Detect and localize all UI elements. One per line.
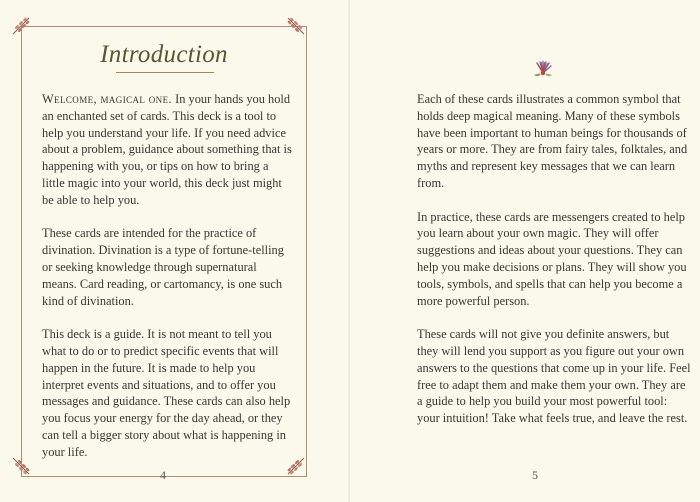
leaf-sprig-icon [10,455,32,477]
page-title: Introduction [100,41,228,68]
floral-ornament-icon [529,59,557,79]
page-number: 5 [532,468,538,482]
right-body-text [417,91,691,444]
page-number: 4 [160,468,166,482]
lead-in: Welcome, magical one. [42,92,172,106]
frame-top-border [21,26,307,27]
frame-left-border [21,26,22,477]
leaf-sprig-icon [10,15,32,37]
paragraph: Each of these cards illustrates a common symbol that holds deep magical meaning. Many of these symbols have been important to human beings for thousands of years or more. They are from fairy tales, folktales, and myths and represent key messages that we can learn from. [417,92,688,190]
title-underline [116,72,214,73]
frame-right-border [306,26,307,477]
paragraph: This deck is a guide. It is not meant to tell you what to do or to predict specific events that will happen in the future. It is made to help you interpret events and situations, and to offer you messages and guidance. These cards can also help you focus your energy for the day ahead, or they can tell a bigger story about what is happening in your life. [42,327,291,459]
leaf-sprig-icon [285,15,307,37]
paragraph: These cards will not give you definite answers, but they will lend you support as you figure out your own answers to the questions that come up in your life. Feel free to adapt them and make them your own. They are a guide to help you build your most powerful tool: your intuition! Take what feels true, and leave the rest. [417,327,691,426]
paragraph [42,91,292,209]
paragraph: These cards are intended for the practice of divination. Divination is a type of fortune-telling or seeking knowledge through supernatural means. Card reading, or cartomancy, is one such kind of divination. [42,226,284,308]
paragraph-text: In your hands you hold an enchanted set of cards. This deck is a tool to help you understand your life. If you need advice about a problem, guidance about something that is happening with you, or tips on how to bring a little magic into your world, this deck just might be able to help you. [42,92,292,207]
paragraph: In practice, these cards are messengers created to help you learn about your own magic. They will offer suggestions and ideas about your questions. They can help you make decisions or plans. They will show you tools, symbols, and spells that can help you become a more powerful person. [417,209,687,308]
left-body-text [42,91,292,477]
